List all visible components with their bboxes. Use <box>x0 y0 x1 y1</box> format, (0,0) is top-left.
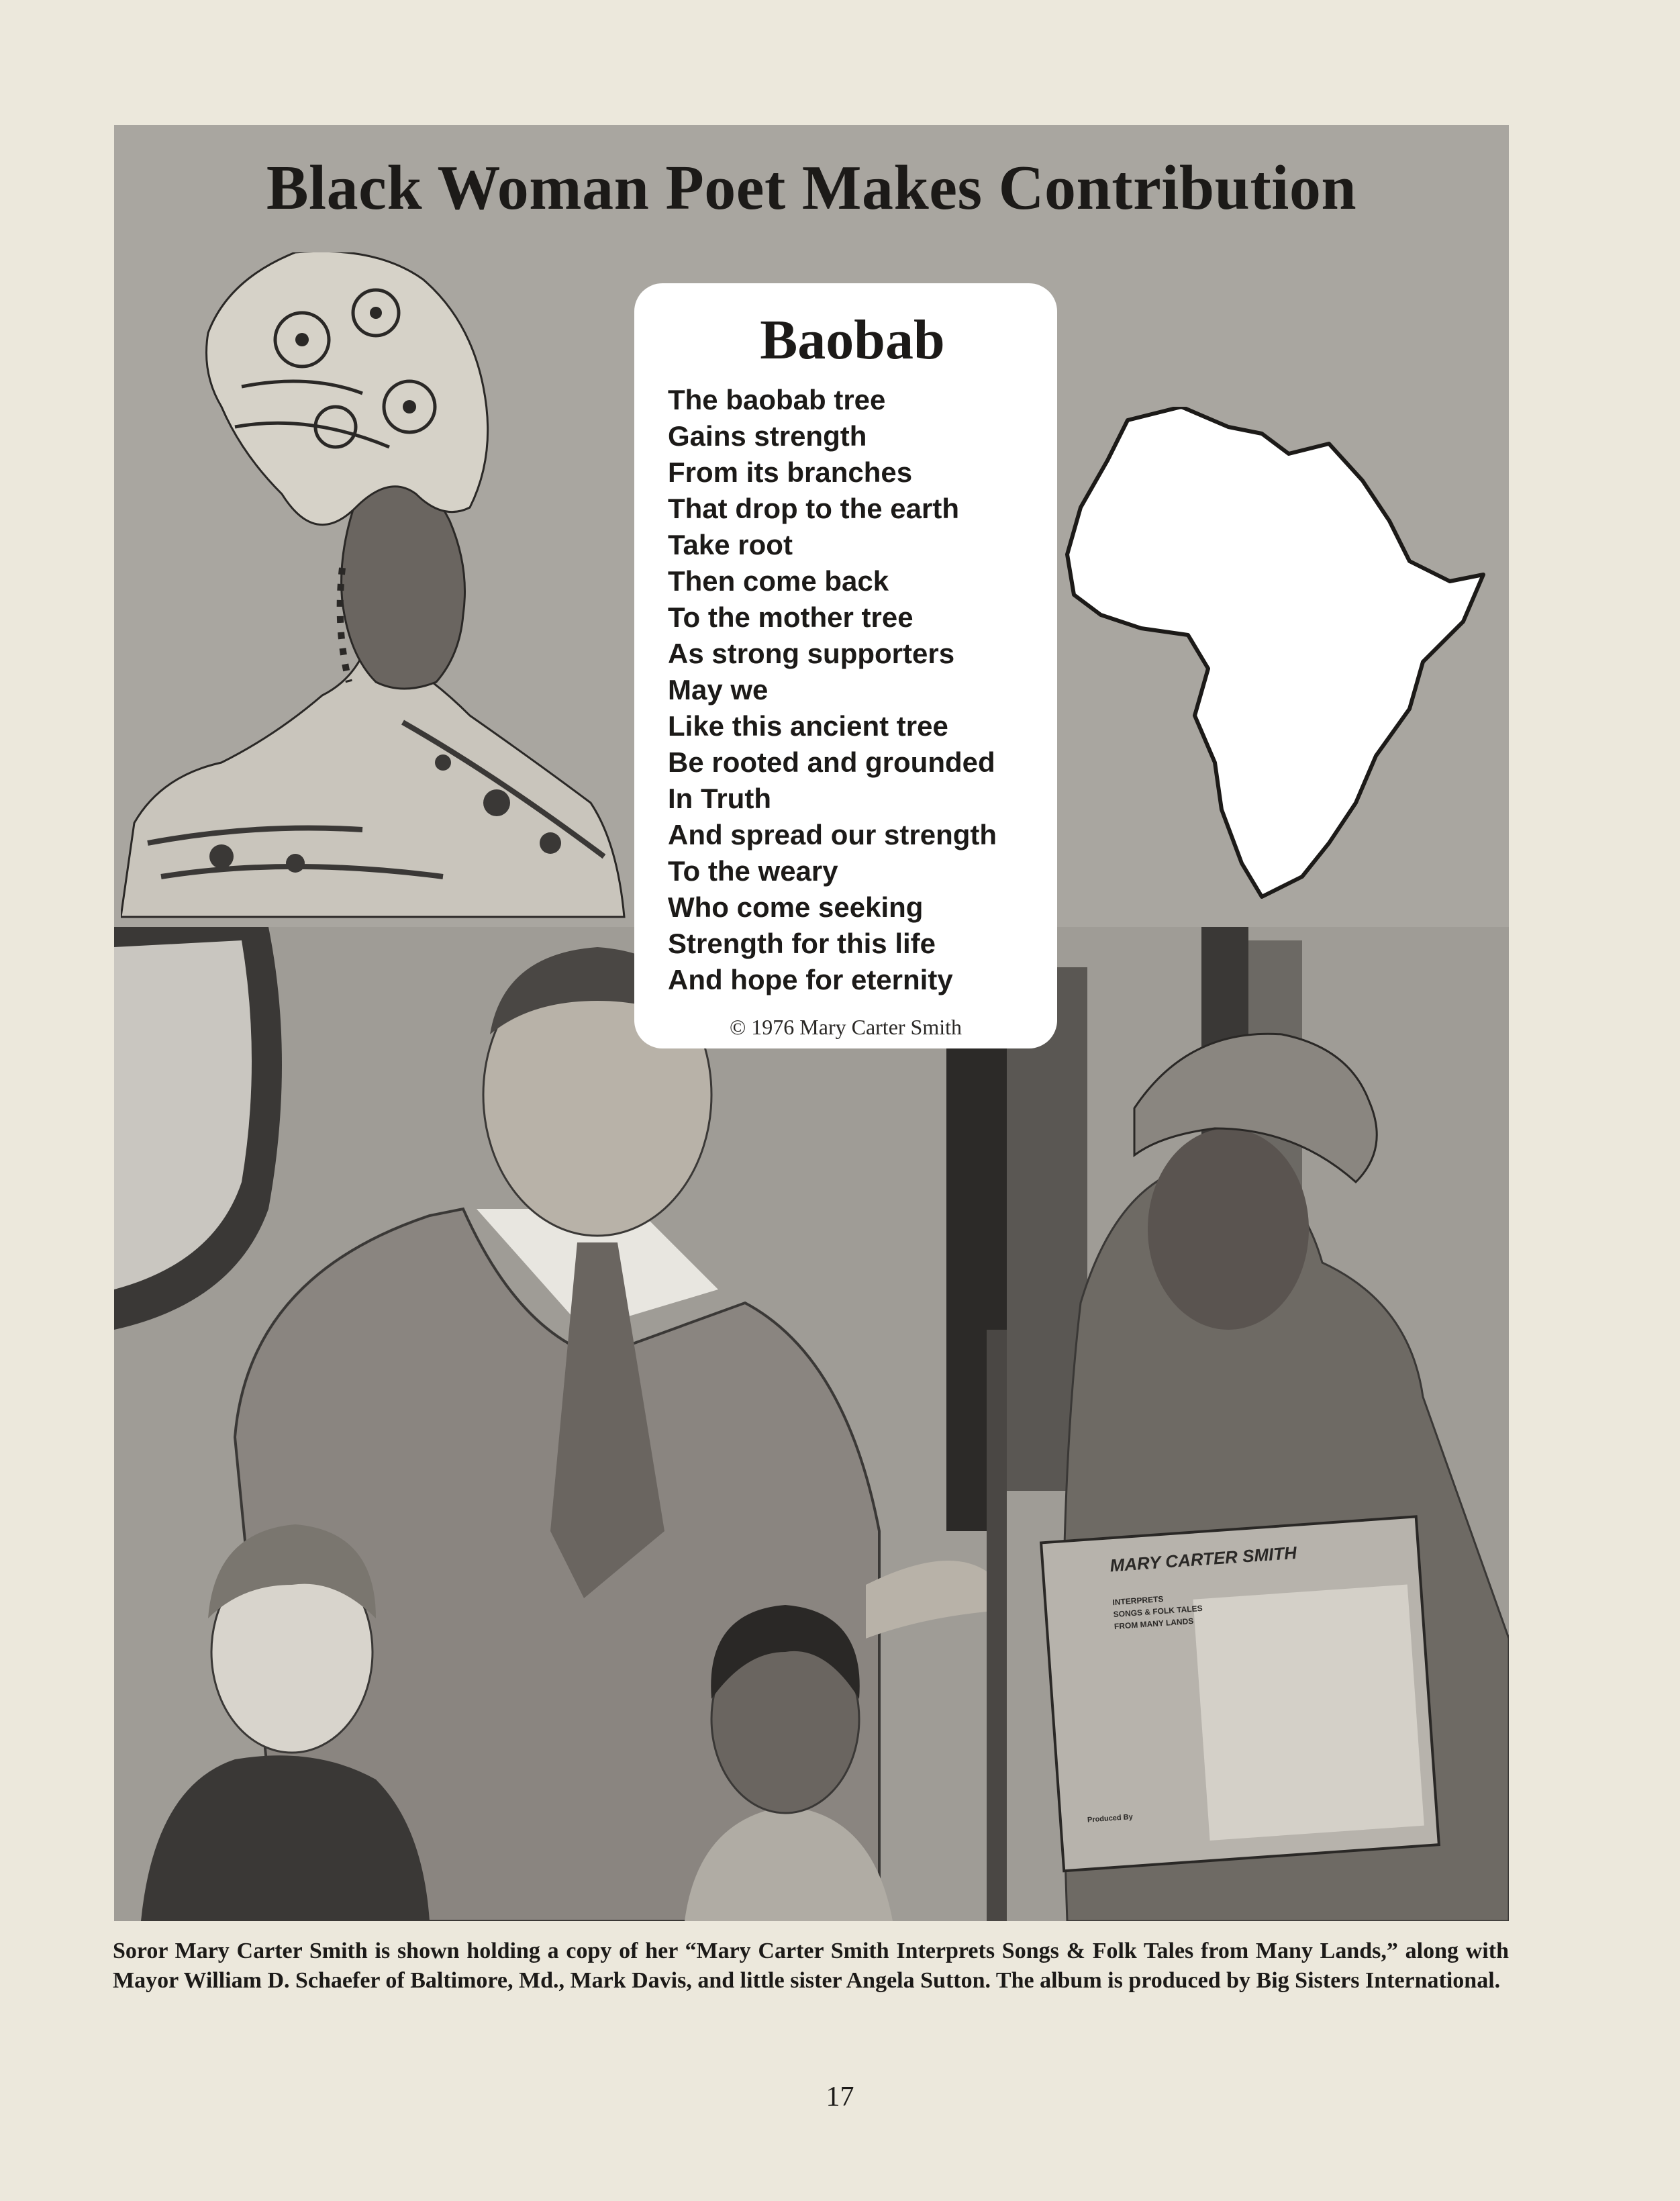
photo-caption: Soror Mary Carter Smith is shown holding a copy of her “Mary Carter Smith Interprets Songs & Folk Tales from Many Lands,” along with Mayor William D. Schaefer of Baltimore, Md., Mark Davis, and little sister Angela Sutton. The album is produced by Big Sisters International. <box>113 1939 1509 1993</box>
poem-line: Strength for this life <box>668 928 936 959</box>
poem-line: To the mother tree <box>668 601 913 633</box>
poem-line: That drop to the earth <box>668 493 959 524</box>
poem-line: Who come seeking <box>668 891 924 923</box>
poem-lines <box>668 382 1037 998</box>
poem-title: Baobab <box>760 309 945 371</box>
poem-line: Then come back <box>668 565 889 597</box>
poem-line: And hope for eternity <box>668 964 953 995</box>
album-artist-text: MARY CARTER SMITH <box>1109 1542 1297 1576</box>
poem-line: May we <box>668 674 769 705</box>
poet-portrait-image <box>121 252 631 924</box>
poem-line: Gains strength <box>668 420 867 452</box>
article-title: Black Woman Poet Makes Contribution <box>266 153 1357 223</box>
poem-line: The baobab tree <box>668 384 886 415</box>
poem-line: Take root <box>668 529 793 560</box>
group-photograph <box>114 927 1509 1921</box>
poem-box <box>634 283 1057 1048</box>
poem-copyright: © 1976 Mary Carter Smith <box>729 1015 962 1039</box>
poem-line: Be rooted and grounded <box>668 746 995 778</box>
album-produced-by: Produced By <box>1087 1812 1134 1824</box>
album-subtitle-line1: INTERPRETS <box>1112 1594 1164 1608</box>
page-number: 17 <box>826 2082 854 2112</box>
poem-line: As strong supporters <box>668 638 955 669</box>
poem-line: To the weary <box>668 855 838 887</box>
poem-line: In Truth <box>668 783 771 814</box>
poem-line: From its branches <box>668 456 913 488</box>
africa-map-image <box>1060 407 1497 917</box>
album-subtitle-line3: FROM MANY LANDS <box>1114 1616 1194 1632</box>
poem-line: And spread our strength <box>668 819 997 850</box>
album-subtitle-line2: SONGS & FOLK TALES <box>1113 1603 1203 1620</box>
poem-line: Like this ancient tree <box>668 710 948 742</box>
article-panel <box>114 125 1509 1921</box>
